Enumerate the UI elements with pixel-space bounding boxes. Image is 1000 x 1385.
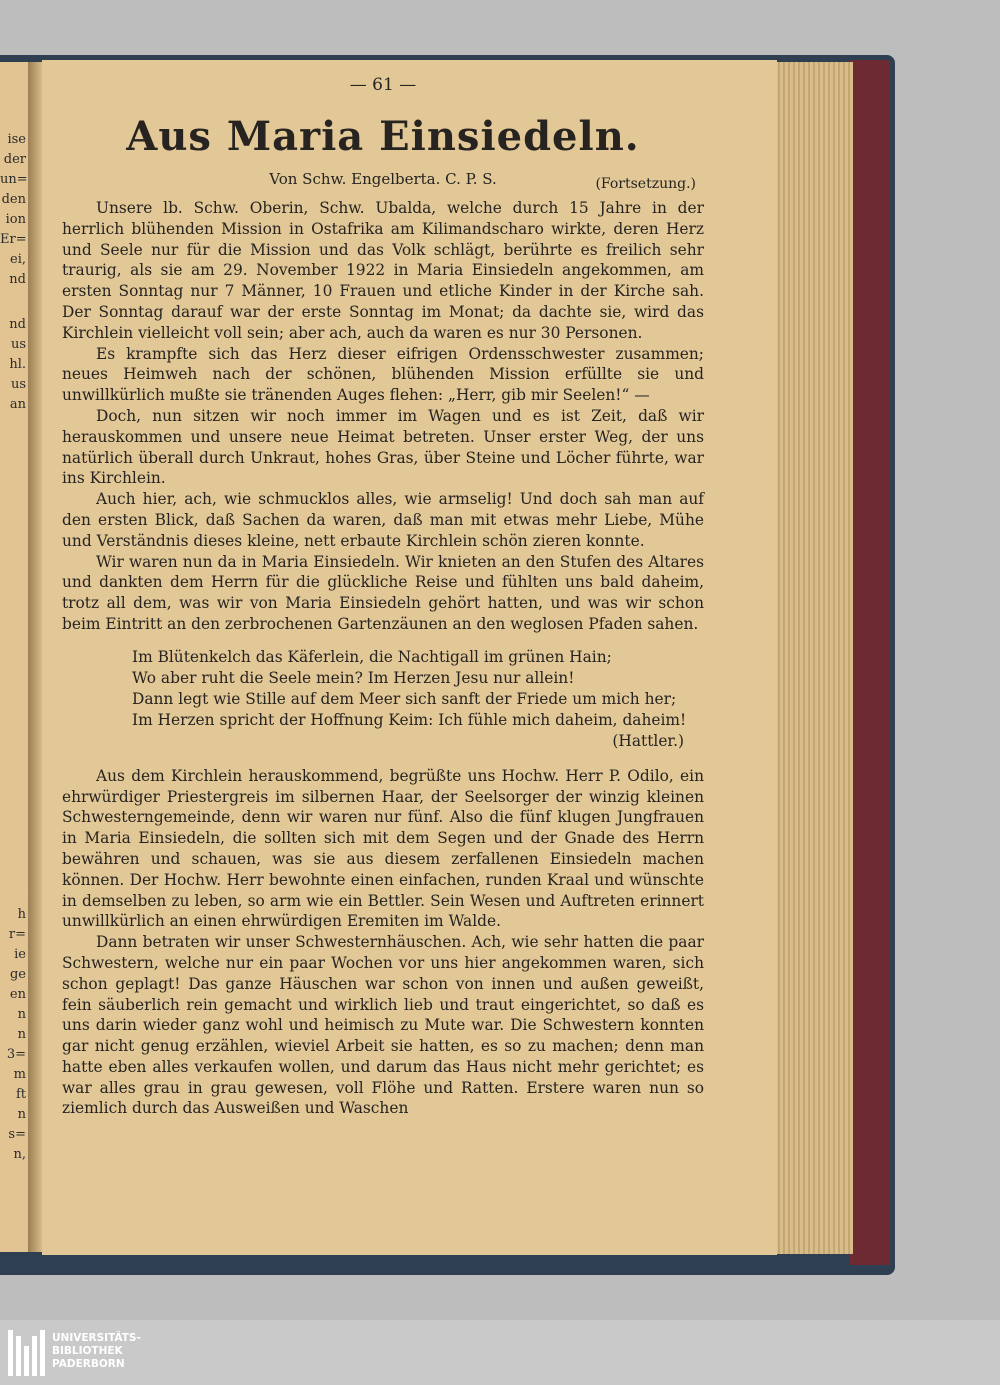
library-logo-text bbox=[52, 1332, 141, 1371]
author-byline: Von Schw. Engelberta. C. P. S. bbox=[269, 170, 497, 188]
page-number: — 61 — bbox=[349, 75, 417, 95]
paragraph: Unsere lb. Schw. Oberin, Schw. Ubalda, welche durch 15 Jahre in der herrlich blühenden Mission in Ostafrika am Kilimandscharo wirkte, deren Herz und Seele nur für die Mission und das Volk schlägt, berührte es freilich sehr traurig, als sie am 29. November 1922 in Maria Einsiedeln angekommen, am ersten Sonntag nur 7 Männer, 10 Frauen und etliche Kinder in der Kirche sah. Der Sonntag darauf war der erste Sonntag im Monat; da dachte sie, wird das Kirchlein vielleicht voll sein; aber ach, auch da waren es nur 30 Personen. bbox=[62, 199, 704, 342]
poem bbox=[132, 647, 704, 752]
paragraph: Dann betraten wir unser Schwesternhäuschen. Ach, wie sehr hatten die paar Schwestern, welche nur ein paar Wochen vor uns hier angekommen waren, sich schon geplagt! Das ganze Häuschen war schon von innen und außen geweißt, fein säuberlich rein gemacht und wirklich lieb und traut eingerichtet, so daß es uns darin wieder ganz wohl und heimisch zu Mute war. Die Schwestern konnten gar nicht genug erzählen, wieviel Arbeit sie hatten, es so zu machen; denn man hatte eben alles verkaufen wollen, und darum das Haus nicht mehr gerichtet; es war alles grau in grau gewesen, voll Flöhe und Ratten. Erstere waren nun so ziemlich durch das Ausweißen und Waschen bbox=[62, 933, 704, 1118]
left-page-text-fragment: us bbox=[10, 377, 26, 392]
left-page-text-fragment: r= bbox=[8, 927, 26, 942]
paragraph: Wir waren nun da in Maria Einsiedeln. Wir knieten an den Stufen des Altares und dankten dem Herrn für die glückliche Reise und fühlten uns bald daheim, trotz all dem, was wir von Maria Einsiedeln gehört hatten, und was wir schon beim Eintritt an den zerbrochenen Gartenzäunen an den weglosen Pfaden sahen. bbox=[62, 552, 704, 633]
poem-line: Im Blütenkelch das Käferlein, die Nachtigall im grünen Hain; bbox=[132, 647, 612, 666]
poem-author: (Hattler.) bbox=[612, 731, 684, 750]
left-page-text-fragment: nd bbox=[9, 317, 26, 332]
poem-line: Im Herzen spricht der Hoffnung Keim: Ich fühle mich daheim, daheim! bbox=[132, 710, 687, 729]
left-page-text-fragment: hl. bbox=[9, 357, 26, 372]
left-page-text-fragment: 3= bbox=[6, 1047, 26, 1062]
left-page-text-fragment: ie bbox=[14, 947, 26, 962]
left-page-text-fragment: an bbox=[9, 397, 26, 412]
poem-line: Dann legt wie Stille auf dem Meer sich sanft der Friede um mich her; bbox=[132, 689, 677, 708]
left-page-text-fragment: n bbox=[17, 1027, 26, 1042]
left-page-text-fragment: ei, bbox=[10, 252, 26, 267]
article-title: Aus Maria Einsiedeln. bbox=[126, 113, 640, 160]
logo-line: BIBLIOTHEK bbox=[52, 1345, 123, 1357]
paragraph: Es krampfte sich das Herz dieser eifrigen Ordensschwester zusammen; neues Heimweh nach der schönen, blühenden Mission erfüllte sie und unwillkürlich mußte sie tränenden Auges flehen: „Herr, gib mir Seelen!“ — bbox=[62, 344, 704, 405]
left-page-text-fragment: n bbox=[17, 1107, 26, 1122]
left-page-text-fragment: der bbox=[3, 152, 26, 167]
book-gutter bbox=[28, 62, 42, 1252]
left-page-text-fragment: Er= bbox=[0, 232, 27, 247]
left-page-text-fragment: n, bbox=[13, 1147, 26, 1162]
left-page-text-fragment: m bbox=[13, 1067, 26, 1082]
page-content bbox=[62, 75, 704, 1119]
library-logo-bar bbox=[0, 1320, 1000, 1385]
left-page-text-fragment: den bbox=[1, 192, 26, 207]
logo-line: PADERBORN bbox=[52, 1358, 125, 1370]
left-page-text-fragment: us bbox=[10, 337, 26, 352]
book-cover-spine-edge bbox=[850, 60, 890, 1265]
left-page-text-fragment: ion bbox=[5, 212, 26, 227]
left-page-fragment bbox=[0, 62, 28, 1252]
left-page-text-fragment: h bbox=[17, 907, 26, 922]
left-page-text-fragment: ise bbox=[7, 132, 26, 147]
left-page-text-fragment: ge bbox=[9, 967, 26, 982]
page-edges bbox=[775, 62, 853, 1254]
poem-line: Wo aber ruht die Seele mein? Im Herzen Jesu nur allein! bbox=[132, 668, 575, 687]
library-logo-icon bbox=[8, 1330, 48, 1376]
left-page-text-fragment: s= bbox=[8, 1127, 26, 1142]
continued-note: (Fortsetzung.) bbox=[595, 176, 696, 192]
left-page-text-fragment: un= bbox=[0, 172, 28, 187]
paragraph: Auch hier, ach, wie schmucklos alles, wie armselig! Und doch sah man auf den ersten Blick, daß Sachen da waren, daß man mit etwas mehr Liebe, Mühe und Verständnis dieses kleine, nett erbaute Kirchlein schön zieren konnte. bbox=[62, 490, 704, 550]
paragraph: Aus dem Kirchlein herauskommend, begrüßte uns Hochw. Herr P. Odilo, ein ehrwürdiger Priestergreis im silbernen Haar, der Seelsorger der winzig kleinen Schwesterngemeinde, denn wir waren nur fünf. Also die fünf klugen Jungfrauen in Maria Einsiedeln, die sollten sich mit dem Segen und der Gnade des Herrn bewähren und schauen, was sie aus diesem zerfallenen Einsiedeln machen können. Der Hochw. Herr bewohnte einen einfachen, runden Kraal und wünschte in demselben zu leben, so arm wie ein Bettler. Sein Wesen und Auftreten erinnert unwillkürlich an einen ehrwürdigen Eremiten im Walde. bbox=[62, 766, 704, 931]
logo-line: UNIVERSITÄTS- bbox=[52, 1332, 141, 1344]
left-page-text-fragment: en bbox=[9, 987, 26, 1002]
paragraph: Doch, nun sitzen wir noch immer im Wagen und es ist Zeit, daß wir herauskommen und unsere neue Heimat betreten. Unser erster Weg, der uns natürlich überall durch Unkraut, hohes Gras, über Steine und Löcher führte, war ins Kirchlein. bbox=[62, 406, 704, 488]
left-page-text-fragment: nd bbox=[9, 272, 26, 287]
byline-row bbox=[62, 170, 704, 198]
left-page-text-fragment: ft bbox=[15, 1087, 26, 1102]
left-page-text-fragment: n bbox=[17, 1007, 26, 1022]
